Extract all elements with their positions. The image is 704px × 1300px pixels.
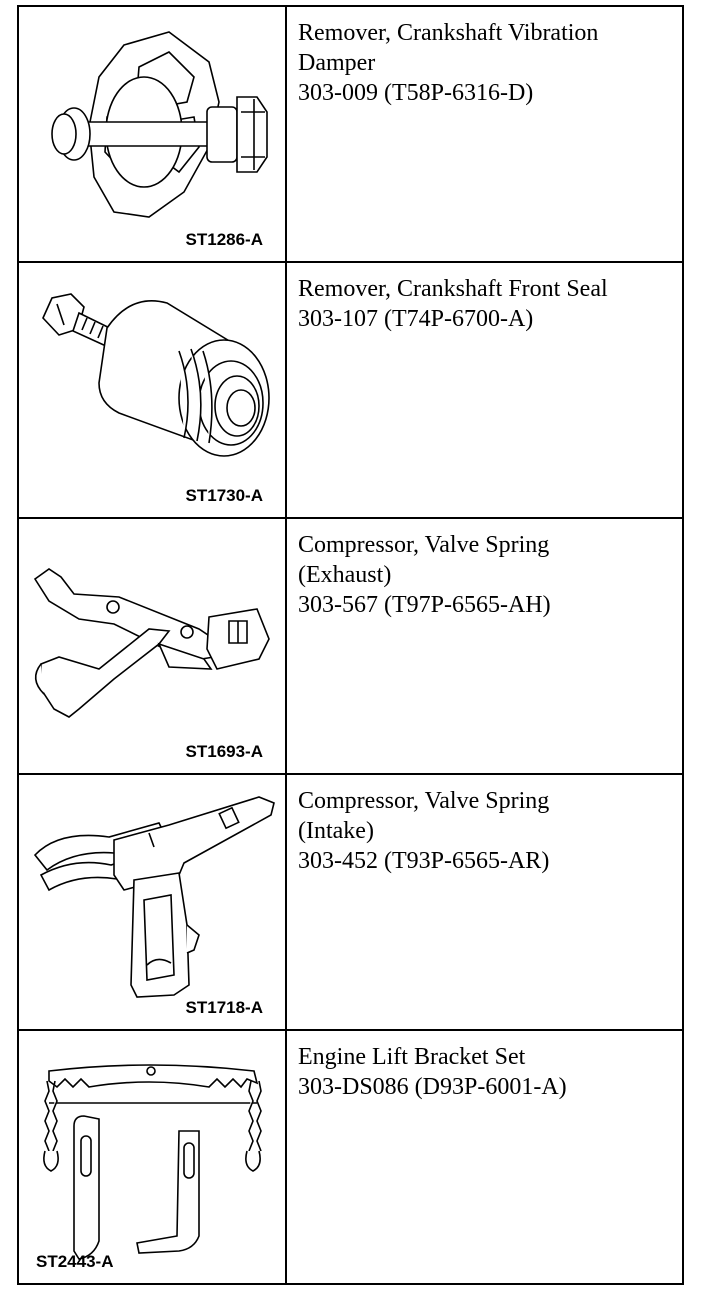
table-row: [19, 1031, 682, 1283]
tool-name: Remover, Crankshaft Vibration Damper: [298, 20, 599, 76]
tool-name: Engine Lift Bracket Set: [298, 1044, 526, 1070]
tool-image-cell: [19, 1031, 287, 1283]
figure-code-label: ST2443-A: [36, 1252, 114, 1271]
table-row: [19, 519, 682, 775]
tool-name: Compressor, Valve Spring: [298, 788, 550, 814]
tool-part-number: 303-567 (T97P-6565-AH): [298, 592, 551, 618]
table-row: [19, 775, 682, 1031]
table-row: [19, 263, 682, 519]
tool-image-cell: [19, 519, 287, 773]
exhaust-valve-spring-compressor-illustration: [19, 519, 285, 773]
tool-part-number: 303-107 (T74P-6700-A): [298, 306, 534, 332]
tool-part-number: 303-DS086 (D93P-6001-A): [298, 1074, 567, 1100]
figure-code-label: ST1730-A: [185, 486, 263, 505]
special-tools-table: [17, 5, 684, 1285]
front-seal-remover-illustration: [19, 263, 285, 517]
tool-part-number: 303-452 (T93P-6565-AR): [298, 848, 550, 874]
figure-code-label: ST1693-A: [185, 742, 263, 761]
tool-description-cell: [287, 519, 682, 773]
tool-part-number: 303-009 (T58P-6316-D): [298, 80, 534, 106]
tool-name: Compressor, Valve Spring: [298, 532, 550, 558]
vibration-damper-remover-illustration: [19, 7, 285, 261]
tool-description-cell: [287, 7, 682, 261]
tool-image-cell: [19, 775, 287, 1029]
tool-description-cell: [287, 263, 682, 517]
figure-code-label: ST1286-A: [185, 230, 263, 249]
tool-image-cell: [19, 263, 287, 517]
intake-valve-spring-compressor-illustration: [19, 775, 285, 1029]
figure-code-label: ST1718-A: [185, 998, 263, 1017]
tool-variant: (Exhaust): [298, 562, 392, 588]
tool-description-cell: [287, 775, 682, 1029]
table-row: [19, 7, 682, 263]
tool-description-cell: [287, 1031, 682, 1283]
engine-lift-bracket-set-illustration: [19, 1031, 285, 1283]
tool-variant: (Intake): [298, 818, 374, 844]
tool-name: Remover, Crankshaft Front Seal: [298, 276, 608, 302]
tool-image-cell: [19, 7, 287, 261]
